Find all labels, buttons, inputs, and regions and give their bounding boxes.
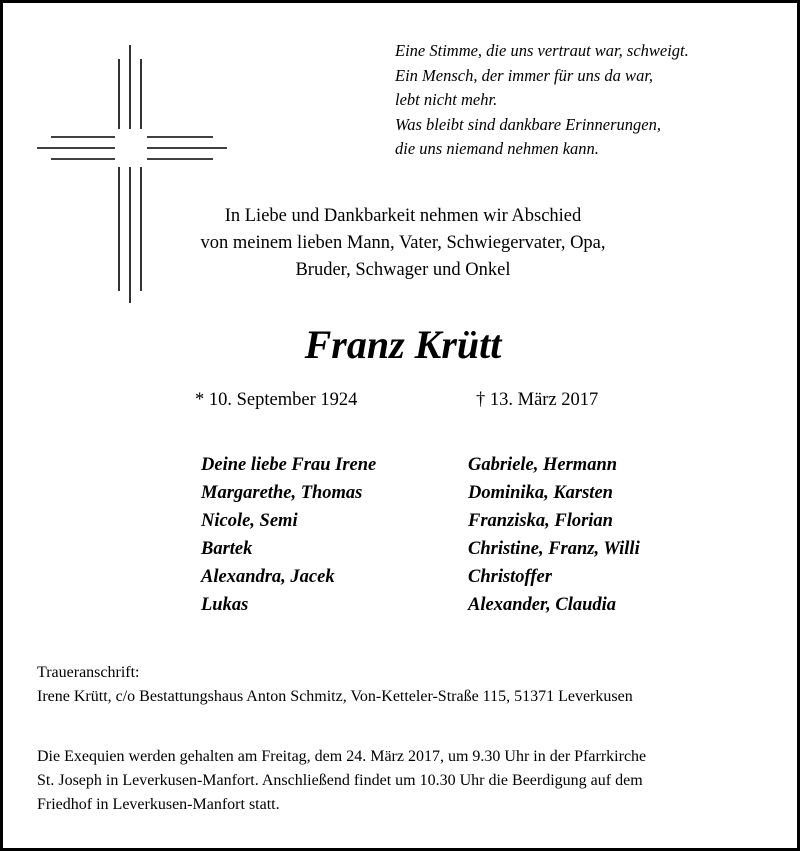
address-text: Irene Krütt, c/o Bestattungshaus Anton Schmitz, Von-Ketteler-Straße 115, 51371 Leverkusen — [37, 688, 633, 705]
mourner-entry: Margarethe, Thomas — [201, 483, 363, 503]
death-date: † 13. März 2017 — [476, 390, 599, 410]
mourner-entry: Christine, Franz, Willi — [468, 539, 640, 559]
poem-line: Eine Stimme, die uns vertraut war, schweigt. — [395, 41, 689, 60]
mourner-entry: Gabriele, Hermann — [468, 455, 618, 475]
intro-text — [103, 203, 703, 284]
mourners-left-column — [201, 451, 376, 619]
birth-date: * 10. September 1924 — [195, 390, 358, 410]
mourner-entry: Franziska, Florian — [468, 511, 613, 531]
mourners-right-column — [468, 451, 640, 619]
mourner-entry: Bartek — [201, 539, 253, 559]
intro-line: Bruder, Schwager und Onkel — [295, 260, 511, 280]
mourner-entry: Christoffer — [468, 567, 552, 587]
poem-line: Was bleibt sind dankbare Erinnerungen, — [395, 114, 661, 134]
intro-line: von meinem lieben Mann, Vater, Schwiegervater, Opa, — [200, 233, 606, 253]
poem — [395, 39, 785, 162]
ceremony-line: St. Joseph in Leverkusen-Manfort. Anschließend findet um 10.30 Uhr die Beerdigung auf dem — [37, 772, 643, 789]
ceremony-line: Die Exequien werden gehalten am Freitag, dem 24. März 2017, um 9.30 Uhr in der Pfarrkirche — [37, 748, 647, 765]
mourner-entry: Dominika, Karsten — [468, 483, 613, 503]
mourner-entry: Deine liebe Frau Irene — [201, 455, 377, 475]
address-label: Traueranschrift: — [37, 664, 140, 681]
mourner-entry: Nicole, Semi — [201, 511, 298, 531]
ceremony-line: Friedhof in Leverkusen-Manfort statt. — [37, 796, 280, 813]
ceremony-info — [37, 745, 777, 817]
mourner-entry: Lukas — [201, 595, 249, 615]
poem-line: die uns niemand nehmen kann. — [395, 139, 599, 158]
deceased-name: Franz Krütt — [304, 322, 502, 367]
intro-line: In Liebe und Dankbarkeit nehmen wir Abschied — [224, 206, 582, 226]
poem-line: Ein Mensch, der immer für uns da war, — [395, 65, 654, 85]
mourner-entry: Alexandra, Jacek — [201, 567, 335, 587]
poem-line: lebt nicht mehr. — [395, 90, 498, 109]
mourner-entry: Alexander, Claudia — [468, 595, 617, 615]
mourning-address — [37, 661, 777, 709]
